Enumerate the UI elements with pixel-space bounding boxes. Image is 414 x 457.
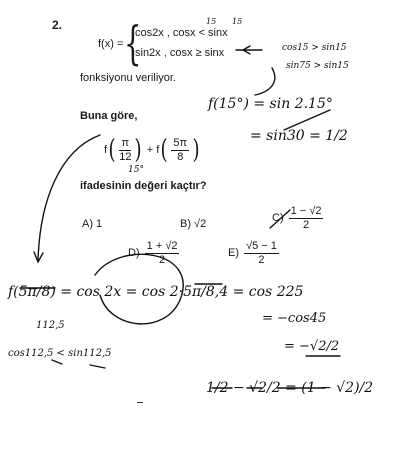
fraction-numerator: π (119, 137, 131, 151)
expression (104, 135, 201, 165)
piecewise-brace: { (124, 16, 142, 70)
option-d-label: D) (128, 247, 140, 260)
curve-arrow (38, 135, 103, 260)
fraction-numerator: √5 − 1 (246, 240, 277, 252)
fraction-denominator: 2 (159, 253, 166, 266)
underline-mark (52, 360, 62, 364)
left-paren-2: ( (160, 135, 168, 165)
hand-deg15-c: 15° (128, 165, 144, 175)
case2-arrow-head (243, 46, 250, 54)
function-label: f(x) = (98, 38, 124, 50)
buna-gore-text: Buna göre, (80, 110, 138, 122)
option-e[interactable] (228, 240, 281, 266)
option-d-fraction (145, 240, 180, 266)
hand-f15: f(15°) = sin 2.15° (208, 96, 333, 112)
left-paren-1: ( (108, 135, 116, 165)
option-c-fraction (289, 205, 324, 231)
curve-arrow-head (34, 252, 43, 262)
right-paren-1: ) (134, 135, 143, 165)
fraction-5pi-8 (171, 137, 189, 163)
piecewise-case-1: cos2x , cosx < sinx (135, 27, 228, 39)
plus-sign: + (146, 143, 154, 156)
hand-note-cos15: cos15 > sin15 (282, 43, 347, 53)
hand-final: 1/2 − √2/2 = (1 − √2)/2 (206, 380, 374, 396)
hand-f-5pi8: f(5π/8) = cos 2x = cos 2·5π/8,4 = cos 225 (8, 284, 304, 300)
hand-neg-root2: = −√2/2 (284, 339, 340, 354)
fraction-numerator: 1 − √2 (290, 205, 322, 217)
f-symbol: f (104, 143, 108, 156)
option-c-label: C) (272, 212, 284, 225)
option-e-fraction (244, 240, 279, 266)
right-paren-2: ) (192, 135, 200, 165)
hand-cos112: cos112,5 < sin112,5 (8, 348, 112, 359)
note-arrow (255, 68, 275, 95)
underline-mark-2 (90, 365, 105, 368)
question-prompt: ifadesinin değeri kaçtır? (80, 180, 207, 192)
hand-note-sin75: sin75 > sin15 (286, 61, 349, 71)
question-number: 2. (52, 18, 63, 32)
piecewise-case-2: sin2x , cosx ≥ sinx (135, 47, 225, 59)
fraction-denominator: 8 (177, 150, 184, 163)
intro-text: fonksiyonu veriliyor. (80, 72, 176, 84)
fraction-numerator: 1 + √2 (146, 240, 178, 252)
hand-fraction-bar-7 (284, 110, 330, 130)
stray-dash (137, 402, 143, 403)
option-e-label: E) (228, 247, 239, 260)
hand-deg15-b: 15 (232, 17, 243, 26)
fraction-numerator: 5π (173, 136, 188, 149)
f-symbol-2: f (156, 143, 160, 156)
hand-deg15-a: 15 (206, 17, 217, 26)
option-b[interactable]: B) √2 (180, 218, 207, 230)
fraction-denominator: 2 (303, 218, 310, 231)
option-c[interactable] (272, 205, 325, 231)
fraction-denominator: 12 (119, 150, 132, 163)
hand-112-5: 112,5 (36, 320, 65, 331)
fraction-pi-12 (119, 137, 131, 163)
fraction-denominator: 2 (258, 253, 265, 266)
option-a[interactable]: A) 1 (82, 218, 103, 230)
option-d[interactable] (128, 240, 181, 266)
hand-neg-cos45: = −cos45 (262, 311, 327, 326)
hand-sin30: = sin30 = 1/2 (250, 128, 348, 144)
